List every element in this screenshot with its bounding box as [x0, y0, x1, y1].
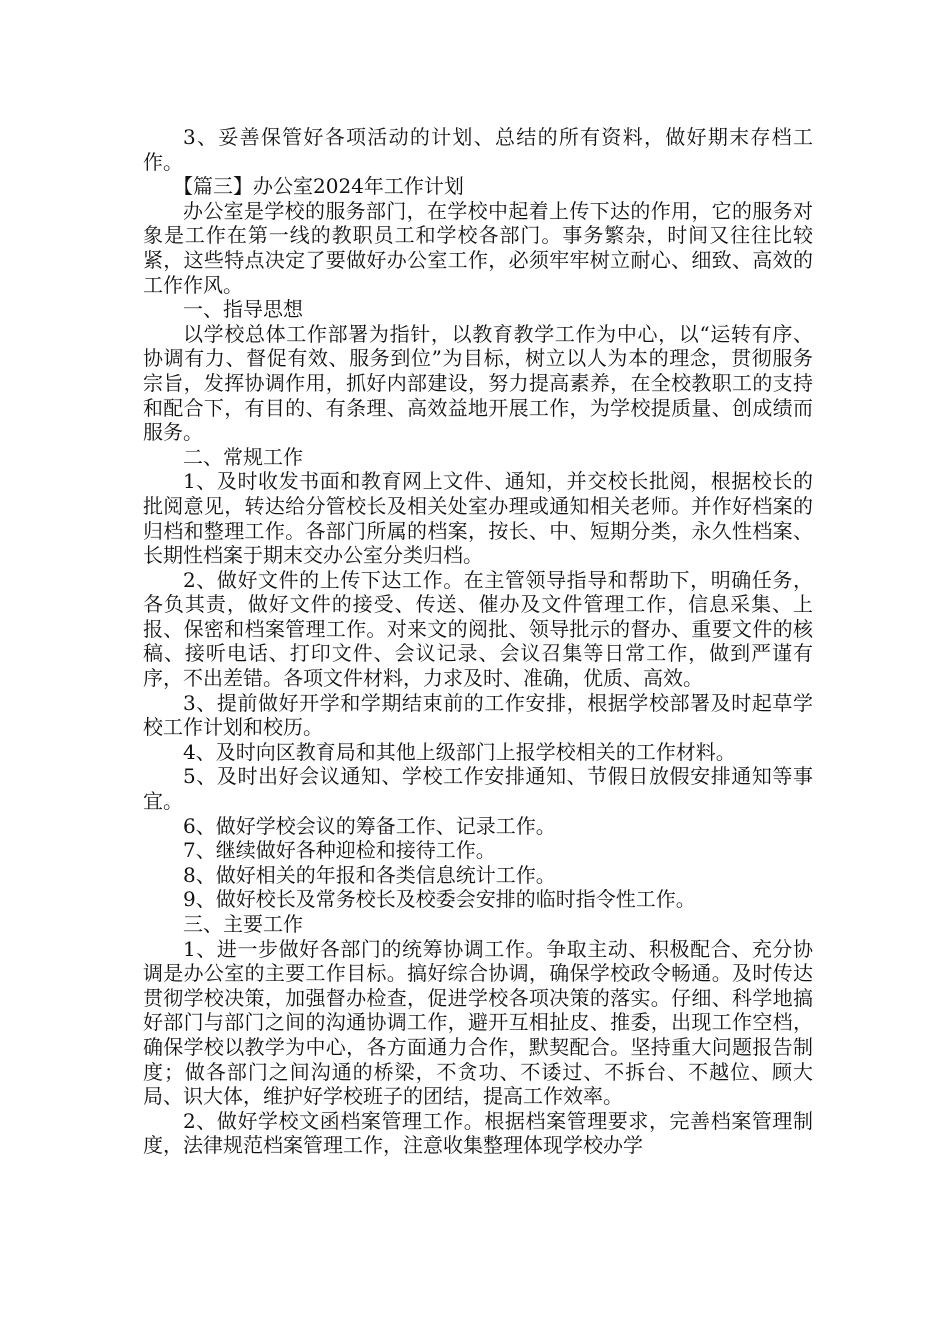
- paragraph-routine-9: 9、做好校长及常务校长及校委会安排的临时指令性工作。: [183, 887, 696, 912]
- paragraph-routine-5: 5、及时出好会议通知、学校工作安排通知、节假日放假安排通知等事宜。: [143, 764, 813, 814]
- heading-routine-work: 二、常规工作: [183, 444, 303, 469]
- paragraph-routine-1: 1、及时收发书面和教育网上文件、通知，并交校长批阅，根据校长的批阅意见，转达给分管校长及相关处室办理或通知相关老师。并作好档案的归档和整理工作。各部门所属的档案，按长、中、短期分类，永久性档案、长期性档案于期末交办公室分类归档。: [143, 469, 813, 568]
- section-title: 【篇三】办公室2024年工作计划: [173, 174, 464, 199]
- paragraph-main-1: 1、进一步做好各部门的统筹协调工作。争取主动、积极配合、充分协调是办公室的主要工作目标。搞好综合协调，确保学校政令畅通。及时传达贯彻学校决策，加强督办检查，促进学校各项决策的落实。仔细、科学地搞好部门与部门之间的沟通协调工作，避开互相扯皮、推委，出现工作空档，确保学校以教学为中心，各方面通力合作，默契配合。坚持重大问题报告制度；做各部门之间沟通的桥梁，不贪功、不诿过、不拆台、不越位、顾大局、识大体，维护好学校班子的团结，提高工作效率。: [143, 936, 813, 1109]
- heading-main-work: 三、主要工作: [183, 912, 303, 936]
- paragraph-archive-item: 3、妥善保管好各项活动的计划、总结的所有资料，做好期末存档工作。: [143, 125, 813, 174]
- paragraph-guiding-ideology: 以学校总体工作部署为指针，以教育教学工作为中心，以“运转有序、协调有力、督促有效、服务到位”为目标，树立以人为本的理念，贯彻服务宗旨，发挥协调作用，抓好内部建设，努力提高素养，在全校教职工的支持和配合下，有目的、有条理、高效益地开展工作，为学校提质量、创成绩而服务。: [143, 321, 813, 445]
- heading-guiding-ideology: 一、指导思想: [183, 297, 303, 322]
- paragraph-routine-6: 6、做好学校会议的筹备工作、记录工作。: [183, 813, 556, 838]
- paragraph-intro: 办公室是学校的服务部门，在学校中起着上传下达的作用，它的服务对象是工作在第一线的教职员工和学校各部门。事务繁杂，时间又往往比较紧，这些特点决定了要做好办公室工作，必须牢牢树立耐心、细致、高效的工作作风。: [143, 198, 813, 297]
- paragraph-routine-7: 7、继续做好各种迎检和接待工作。: [183, 838, 496, 863]
- paragraph-routine-4: 4、及时向区教育局和其他上级部门上报学校相关的工作材料。: [183, 739, 736, 764]
- paragraph-routine-2: 2、做好文件的上传下达工作。在主管领导指导和帮助下，明确任务，各负其责，做好文件的接受、传送、催办及文件管理工作，信息采集、上报、保密和档案管理工作。对来文的阅批、领导批示的督办、重要文件的核稿、接听电话、打印文件、会议记录、会议召集等日常工作，做到严谨有序，不出差错。各项文件材料，力求及时、准确，优质、高效。: [143, 567, 813, 691]
- paragraph-routine-3: 3、提前做好开学和学期结束前的工作安排，根据学校部署及时起草学校工作计划和校历。: [143, 690, 813, 740]
- document-body: [143, 125, 813, 1158]
- paragraph-main-2: 2、做好学校文函档案管理工作。根据档案管理要求，完善档案管理制度，法律规范档案管理工作，注意收集整理体现学校办学: [143, 1108, 813, 1158]
- paragraph-routine-8: 8、做好相关的年报和各类信息统计工作。: [183, 862, 556, 887]
